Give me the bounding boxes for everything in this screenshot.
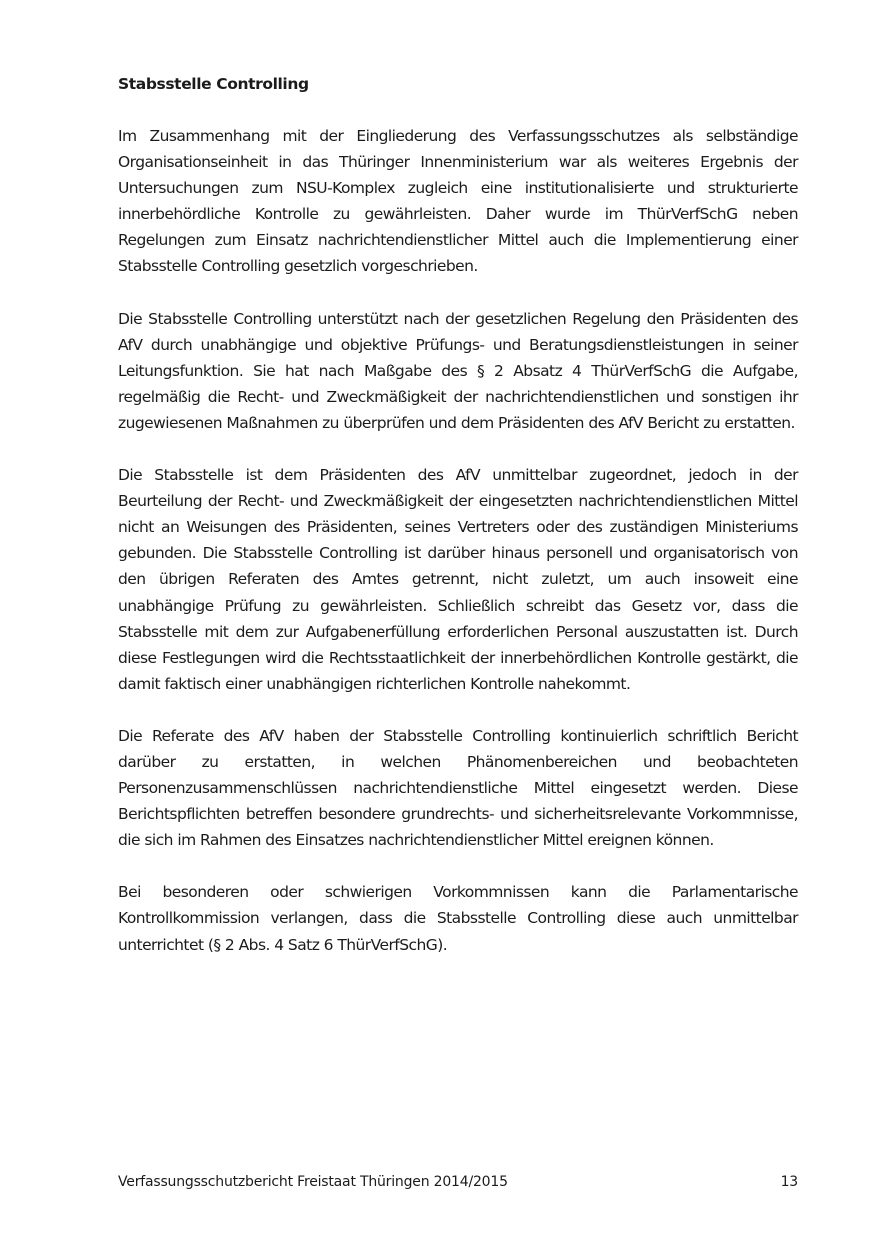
page-number: 13 bbox=[780, 1174, 798, 1190]
page-content bbox=[118, 71, 798, 984]
section-heading: Stabsstelle Controlling bbox=[118, 75, 309, 93]
paragraph-2: Die Stabsstelle Controlling unterstützt nach der gesetzlichen Regelung den Präsidenten des AfV durch unabhängige und objektive Prüfungs- und Beratungsdienstleistungen in seiner Leitungsfunktion. Sie hat nach Maßgabe des § 2 Absatz 4 ThürVerfSchG die Aufgabe, regelmäßig die Recht- und Zweckmäßigkeit der nachrichtendienstlichen und sonstigen ihr zugewiesenen Maßnahmen zu überprüfen und dem Präsidenten des AfV Bericht zu erstatten. bbox=[118, 309, 798, 432]
footer-title: Verfassungsschutzbericht Freistaat Thüringen 2014/2015 bbox=[118, 1174, 508, 1190]
paragraph-3: Die Stabsstelle ist dem Präsidenten des AfV unmittelbar zugeordnet, jedoch in der Beurteilung der Recht- und Zweckmäßigkeit der eingesetzten nachrichtendienstlichen Mittel nicht an Weisungen des Präsidenten, seines Vertreters oder des zuständigen Ministeriums gebunden. Die Stabsstelle Controlling ist darüber hinaus personell und organisatorisch von den übrigen Referaten des Amtes getrennt, nicht zuletzt, um auch insoweit eine unabhängige Prüfung zu gewährleisten. Schließlich schreibt das Gesetz vor, dass die Stabsstelle mit dem zur Aufgabenerfüllung erforderlichen Personal auszustatten ist. Durch diese Festlegungen wird die Rechtsstaatlichkeit der innerbehördlichen Kontrolle gestärkt, die damit faktisch einer unabhängigen richterlichen Kontrolle nahekommt. bbox=[118, 466, 798, 693]
paragraph-1: Im Zusammenhang mit der Eingliederung des Verfassungsschutzes als selbständige Organisationseinheit in das Thüringer Innenministerium war als weiteres Ergebnis der Untersuchungen zum NSU-Komplex zugleich eine institutionalisierte und strukturierte innerbehördliche Kontrolle zu gewährleisten. Daher wurde im ThürVerfSchG neben Regelungen zum Einsatz nachrichtendienstlicher Mittel auch die Implementierung einer Stabsstelle Controlling gesetzlich vorgeschrieben. bbox=[118, 127, 798, 276]
paragraph-4: Die Referate des AfV haben der Stabsstelle Controlling kontinuierlich schriftlich Bericht darüber zu erstatten, in welchen Phänomenbereichen und beobachteten Personenzusammenschlüssen nachrichtendienstliche Mittel eingesetzt werden. Diese Berichtspflichten betreffen besondere grundrechts- und sicherheitsrelevante Vorkommnisse, die sich im Rahmen des Einsatzes nachrichtendienstlicher Mittel ereignen können. bbox=[118, 726, 798, 850]
paragraph-5: Bei besonderen oder schwierigen Vorkommnissen kann die Parlamentarische Kontrollkommission verlangen, dass die Stabsstelle Controlling diese auch unmittelbar unterrichtet (§ 2 Abs. 4 Satz 6 ThürVerfSchG). bbox=[118, 883, 798, 954]
